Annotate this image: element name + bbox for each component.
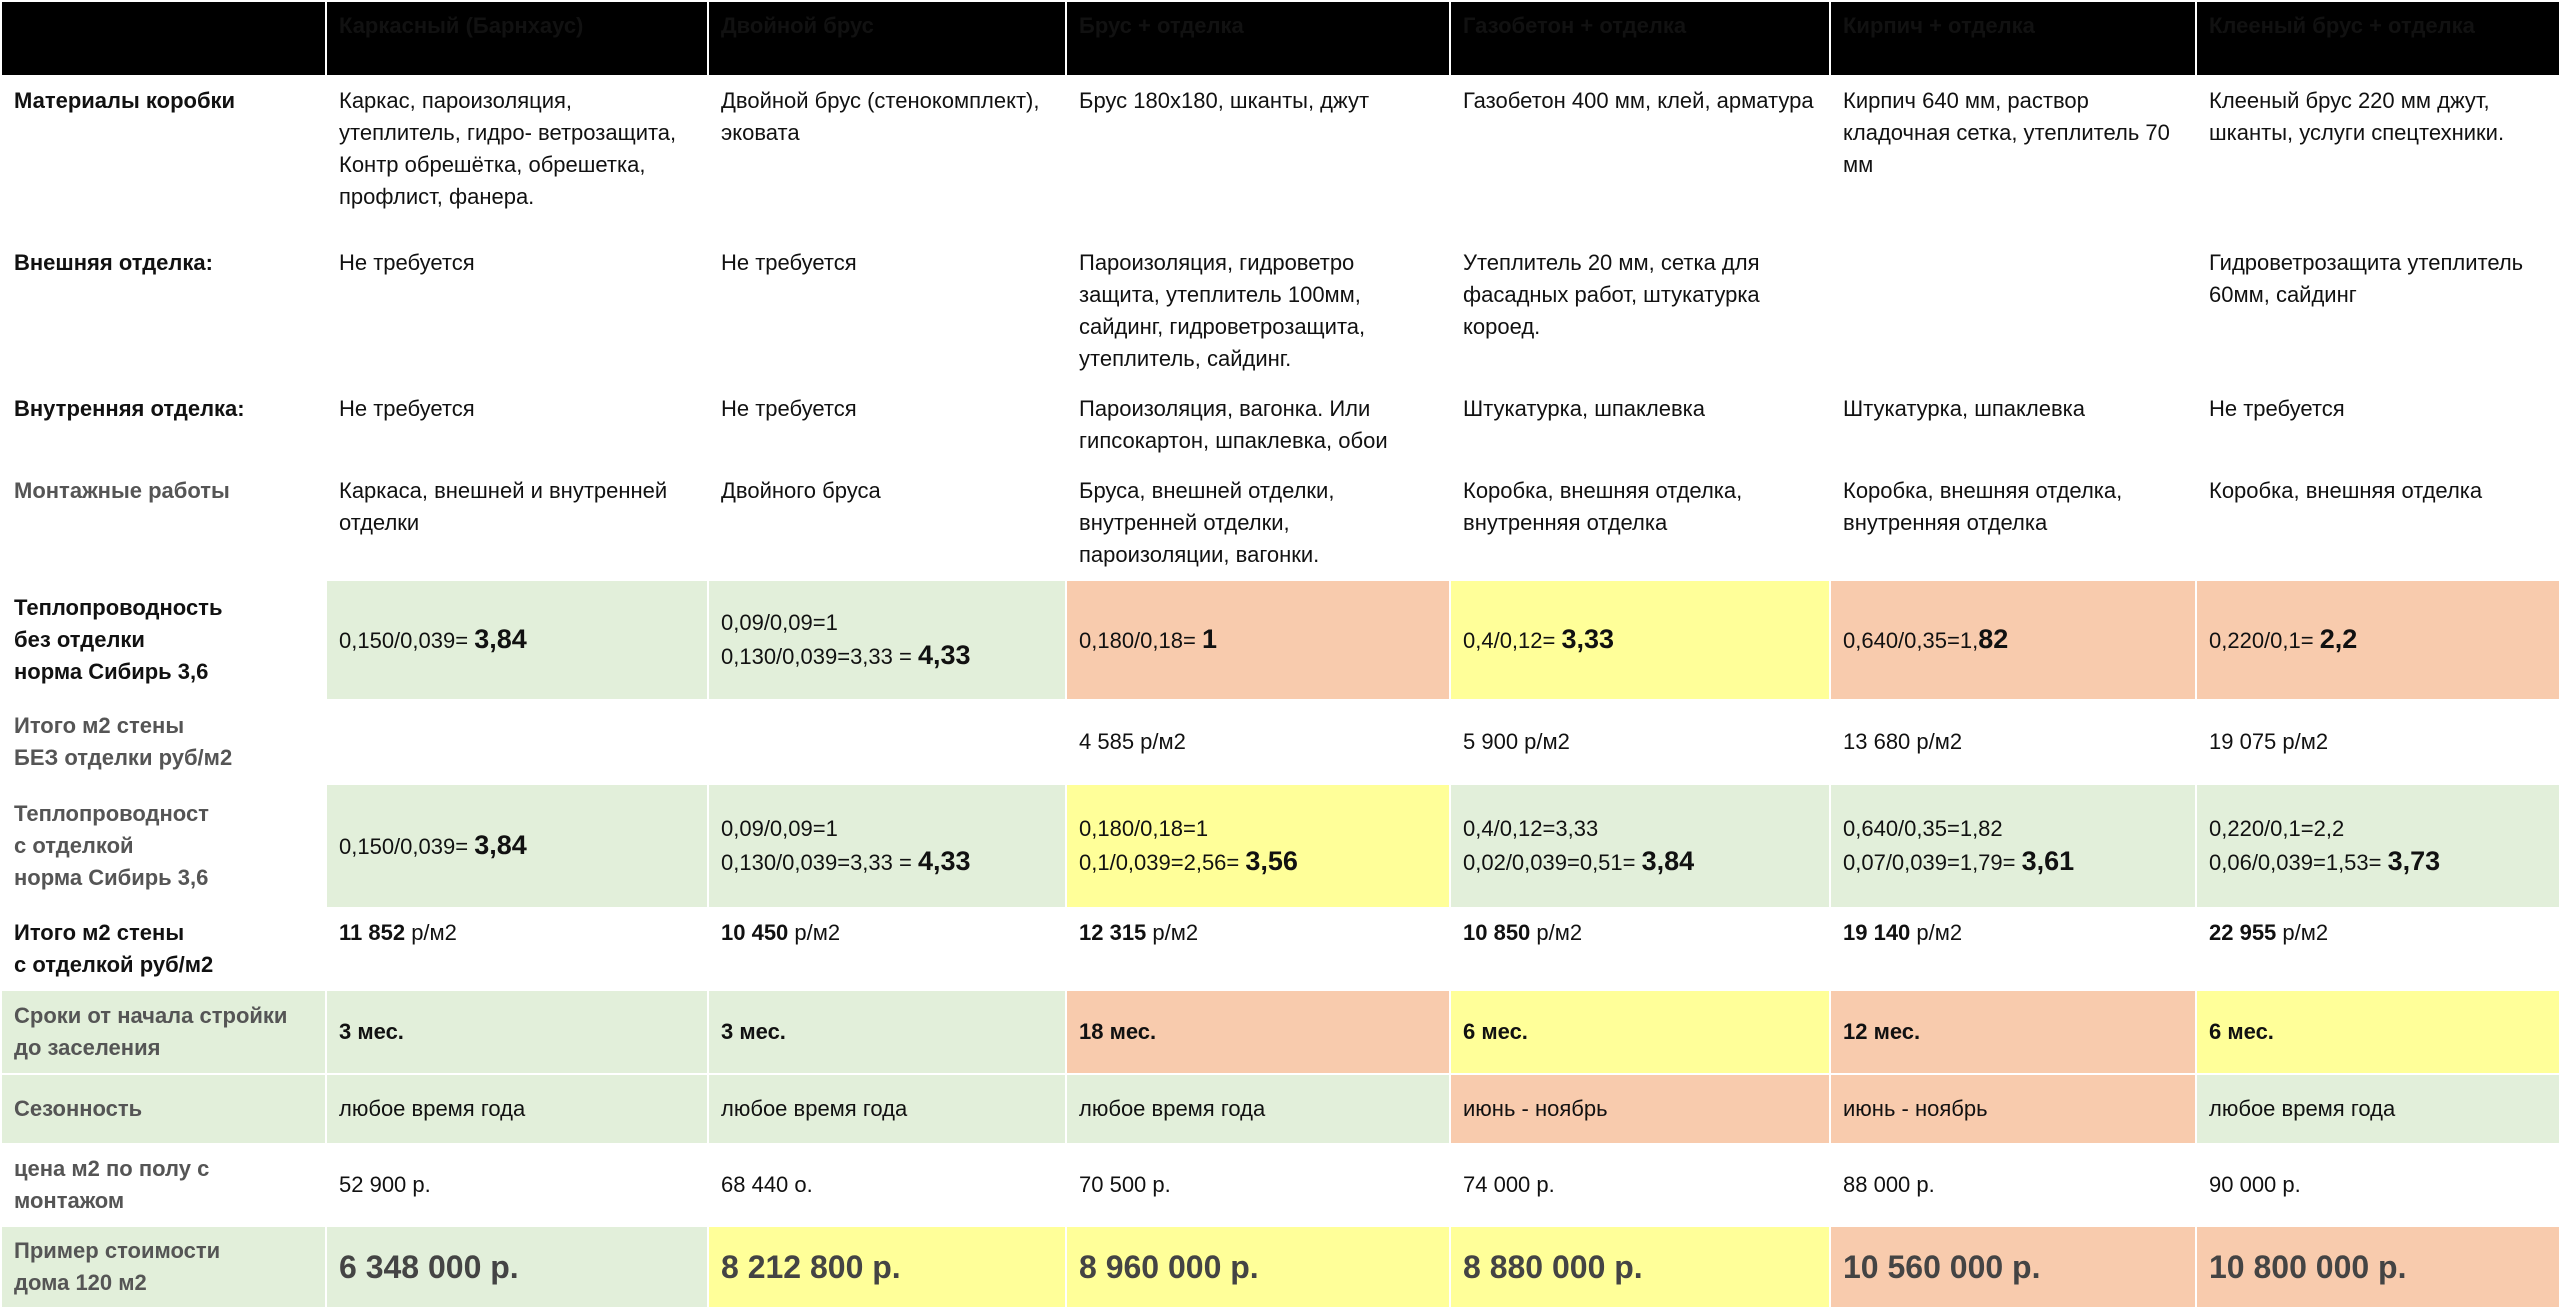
row-label: Материалы коробки <box>1 76 326 238</box>
cell: июнь - ноябрь <box>1450 1074 1830 1144</box>
label-line: норма Сибирь 3,6 <box>14 865 209 890</box>
thermal-cell <box>708 580 1066 700</box>
thermal-formula: 0,02/0,039=0,51= <box>1463 850 1642 875</box>
thermal-cell <box>326 580 708 700</box>
cell: 74 000 р. <box>1450 1144 1830 1226</box>
row-label: Сезонность <box>1 1074 326 1144</box>
label-line: Сроки от начала стройки <box>14 1003 288 1028</box>
thermal-line <box>1079 623 1437 657</box>
label-line: Теплопроводност <box>14 801 209 826</box>
cell: Каркаса, внешней и внутренней отделки <box>326 466 708 580</box>
price-number: 19 140 <box>1843 920 1911 945</box>
cell: Пароизоляция, вагонка. Или гипсокартон, шпаклевка, обои <box>1066 384 1450 466</box>
row-label <box>1 990 326 1074</box>
price-number: 10 850 <box>1463 920 1531 945</box>
row-label <box>1 908 326 990</box>
thermal-line <box>1843 813 2183 845</box>
row-label <box>1 784 326 908</box>
thermal-line <box>721 639 1053 673</box>
price-unit: р/м2 <box>1530 920 1583 945</box>
thermal-cell <box>1066 580 1450 700</box>
cell: Кирпич 640 мм, раствор кладочная сетка, утеплитель 70 мм <box>1830 76 2196 238</box>
header-brick: Кирпич + отделка <box>1830 1 2196 76</box>
label-line: норма Сибирь 3,6 <box>14 659 209 684</box>
row-label <box>1 700 326 784</box>
thermal-result: 82 <box>1978 624 2009 654</box>
row-floor-price <box>1 1144 2559 1226</box>
thermal-formula: 0,4/0,12= <box>1463 628 1562 653</box>
row-season <box>1 1074 2559 1144</box>
row-label: Внешняя отделка: <box>1 238 326 384</box>
cell: Не требуется <box>708 238 1066 384</box>
cell: Газобетон 400 мм, клей, арматура <box>1450 76 1830 238</box>
cell: Не требуется <box>326 384 708 466</box>
row-interior <box>1 384 2559 466</box>
thermal-cell <box>1066 784 1450 908</box>
thermal-line <box>2209 623 2547 657</box>
row-total-bare <box>1 700 2559 784</box>
cell: Не требуется <box>708 384 1066 466</box>
cell: Не требуется <box>2196 384 2559 466</box>
cell: Клееный брус 220 мм джут, шканты, услуги спецтехники. <box>2196 76 2559 238</box>
cell: 90 000 р. <box>2196 1144 2559 1226</box>
header-timber-finish: Брус + отделка <box>1066 1 1450 76</box>
label-line: цена м2 по полу с <box>14 1156 210 1181</box>
cell: 10 800 000 р. <box>2196 1226 2559 1308</box>
cell: Двойного бруса <box>708 466 1066 580</box>
cell: 12 мес. <box>1830 990 2196 1074</box>
row-label: Внутренняя отделка: <box>1 384 326 466</box>
cell: Двойной брус (стенокомплект), эковата <box>708 76 1066 238</box>
thermal-cell <box>2196 580 2559 700</box>
thermal-line <box>721 813 1053 845</box>
cell: 68 440 о. <box>708 1144 1066 1226</box>
row-thermal-finished <box>1 784 2559 908</box>
cell <box>708 700 1066 784</box>
row-label <box>1 580 326 700</box>
thermal-result: 3,33 <box>1561 624 1615 654</box>
price-unit: р/м2 <box>1146 920 1199 945</box>
cell: 6 348 000 р. <box>326 1226 708 1308</box>
row-thermal-bare <box>1 580 2559 700</box>
thermal-formula: 0,150/0,039= <box>339 628 475 653</box>
cell: любое время года <box>326 1074 708 1144</box>
thermal-line <box>1079 845 1437 879</box>
thermal-cell <box>708 784 1066 908</box>
cell: Пароизоляция, гидроветро защита, утеплитель 100мм, сайдинг, гидроветрозащита, утеплитель, сайдинг. <box>1066 238 1450 384</box>
thermal-line <box>1463 623 1817 657</box>
cell: июнь - ноябрь <box>1830 1074 2196 1144</box>
price-cell <box>1830 908 2196 990</box>
row-label <box>1 1226 326 1308</box>
cell: 8 880 000 р. <box>1450 1226 1830 1308</box>
thermal-formula: 0,07/0,039=1,79= <box>1843 850 2022 875</box>
thermal-formula: 0,150/0,039= <box>339 834 475 859</box>
thermal-cell <box>326 784 708 908</box>
label-line: Пример стоимости <box>14 1238 221 1263</box>
thermal-formula: 0,220/0,1= <box>2209 628 2320 653</box>
thermal-result: 3,84 <box>474 830 527 860</box>
cell: Не требуется <box>326 238 708 384</box>
header-frame: Каркасный (Барнхаус) <box>326 1 708 76</box>
label-line: Итого м2 стены <box>14 713 185 738</box>
cell: Коробка, внешняя отделка <box>2196 466 2559 580</box>
row-exterior <box>1 238 2559 384</box>
cell: 18 мес. <box>1066 990 1450 1074</box>
thermal-line <box>1463 813 1817 845</box>
cell: 3 мес. <box>708 990 1066 1074</box>
cell: 5 900 р/м2 <box>1450 700 1830 784</box>
cell: Штукатурка, шпаклевка <box>1830 384 2196 466</box>
row-materials <box>1 76 2559 238</box>
cell: 13 680 р/м2 <box>1830 700 2196 784</box>
header-corner <box>1 1 326 76</box>
thermal-cell <box>1450 580 1830 700</box>
thermal-line <box>2209 813 2547 845</box>
thermal-line <box>2209 845 2547 879</box>
row-assembly <box>1 466 2559 580</box>
thermal-formula: 0,180/0,18= <box>1079 628 1202 653</box>
thermal-result: 3,84 <box>1641 846 1695 876</box>
thermal-formula: 0,220/0,1=2,2 <box>2209 816 2345 841</box>
label-line: дома 120 м2 <box>14 1270 147 1295</box>
cell: 70 500 р. <box>1066 1144 1450 1226</box>
thermal-formula: 0,640/0,35=1,82 <box>1843 816 2003 841</box>
cell: 8 960 000 р. <box>1066 1226 1450 1308</box>
cell: 3 мес. <box>326 990 708 1074</box>
row-label: Монтажные работы <box>1 466 326 580</box>
thermal-formula: 0,180/0,18=1 <box>1079 816 1209 841</box>
price-cell <box>326 908 708 990</box>
thermal-result: 2,2 <box>2319 624 2358 654</box>
thermal-line <box>721 607 1053 639</box>
thermal-line <box>339 623 695 657</box>
price-cell <box>1066 908 1450 990</box>
thermal-result: 1 <box>1201 624 1217 654</box>
thermal-formula: 0,640/0,35=1, <box>1843 628 1979 653</box>
label-line: монтажом <box>14 1188 125 1213</box>
thermal-result: 3,73 <box>2387 846 2441 876</box>
cell: 52 900 р. <box>326 1144 708 1226</box>
thermal-result: 3,84 <box>474 624 527 654</box>
thermal-result: 4,33 <box>917 846 971 876</box>
thermal-line <box>339 829 695 863</box>
cell: 4 585 р/м2 <box>1066 700 1450 784</box>
cell: Коробка, внешняя отделка, внутренняя отделка <box>1830 466 2196 580</box>
thermal-result: 3,61 <box>2021 846 2075 876</box>
label-line: Теплопроводность <box>14 595 223 620</box>
price-unit: р/м2 <box>405 920 457 945</box>
cell <box>1830 238 2196 384</box>
price-unit: р/м2 <box>2276 920 2329 945</box>
row-label <box>1 1144 326 1226</box>
thermal-formula: 0,09/0,09=1 <box>721 816 838 841</box>
header-glulam: Клееный брус + отделка <box>2196 1 2559 76</box>
cell: 8 212 800 р. <box>708 1226 1066 1308</box>
cell: 19 075 р/м2 <box>2196 700 2559 784</box>
cell: любое время года <box>1066 1074 1450 1144</box>
cell: 88 000 р. <box>1830 1144 2196 1226</box>
cell: Каркас, пароизоляция, утеплитель, гидро- ветрозащита, Контр обрешётка, обрешетка, профлист, фанера. <box>326 76 708 238</box>
header-double-timber: Двойной брус <box>708 1 1066 76</box>
label-line: без отделки <box>14 627 145 652</box>
cell: Коробка, внешняя отделка, внутренняя отделка <box>1450 466 1830 580</box>
row-total-finished <box>1 908 2559 990</box>
price-number: 11 852 <box>339 920 406 945</box>
label-line: Итого м2 стены <box>14 920 185 945</box>
label-line: с отделкой руб/м2 <box>14 952 214 977</box>
price-unit: р/м2 <box>1910 920 1963 945</box>
price-cell <box>1450 908 1830 990</box>
thermal-cell <box>1830 784 2196 908</box>
row-timeline <box>1 990 2559 1074</box>
price-cell <box>2196 908 2559 990</box>
thermal-line <box>1079 813 1437 845</box>
thermal-result: 4,33 <box>917 640 971 670</box>
row-example <box>1 1226 2559 1308</box>
cell: 6 мес. <box>1450 990 1830 1074</box>
label-line: до заселения <box>14 1035 161 1060</box>
thermal-cell <box>2196 784 2559 908</box>
thermal-formula: 0,09/0,09=1 <box>721 610 838 635</box>
cell <box>326 700 708 784</box>
cell: Утеплитель 20 мм, сетка для фасадных работ, штукатурка короед. <box>1450 238 1830 384</box>
thermal-line <box>1463 845 1817 879</box>
label-line: БЕЗ отделки руб/м2 <box>14 745 233 770</box>
cell: Гидроветрозащита утеплитель 60мм, сайдинг <box>2196 238 2559 384</box>
header-aerated-concrete: Газобетон + отделка <box>1450 1 1830 76</box>
cell: Брус 180х180, шканты, джут <box>1066 76 1450 238</box>
cell: любое время года <box>708 1074 1066 1144</box>
cell: Бруса, внешней отделки, внутренней отделки, пароизоляции, вагонки. <box>1066 466 1450 580</box>
thermal-formula: 0,130/0,039=3,33 = <box>721 644 918 669</box>
header-row <box>1 1 2559 76</box>
thermal-formula: 0,4/0,12=3,33 <box>1463 816 1599 841</box>
price-number: 12 315 <box>1079 920 1147 945</box>
thermal-line <box>1843 845 2183 879</box>
thermal-cell <box>1830 580 2196 700</box>
label-line: с отделкой <box>14 833 134 858</box>
price-number: 10 450 <box>721 920 789 945</box>
thermal-cell <box>1450 784 1830 908</box>
cell: 6 мес. <box>2196 990 2559 1074</box>
cell: 10 560 000 р. <box>1830 1226 2196 1308</box>
price-cell <box>708 908 1066 990</box>
thermal-formula: 0,06/0,039=1,53= <box>2209 850 2388 875</box>
thermal-formula: 0,130/0,039=3,33 = <box>721 850 918 875</box>
price-unit: р/м2 <box>788 920 841 945</box>
price-number: 22 955 <box>2209 920 2277 945</box>
thermal-line <box>721 845 1053 879</box>
thermal-formula: 0,1/0,039=2,56= <box>1079 850 1246 875</box>
thermal-line <box>1843 623 2183 657</box>
thermal-result: 3,56 <box>1245 846 1298 876</box>
cell: любое время года <box>2196 1074 2559 1144</box>
cell: Штукатурка, шпаклевка <box>1450 384 1830 466</box>
